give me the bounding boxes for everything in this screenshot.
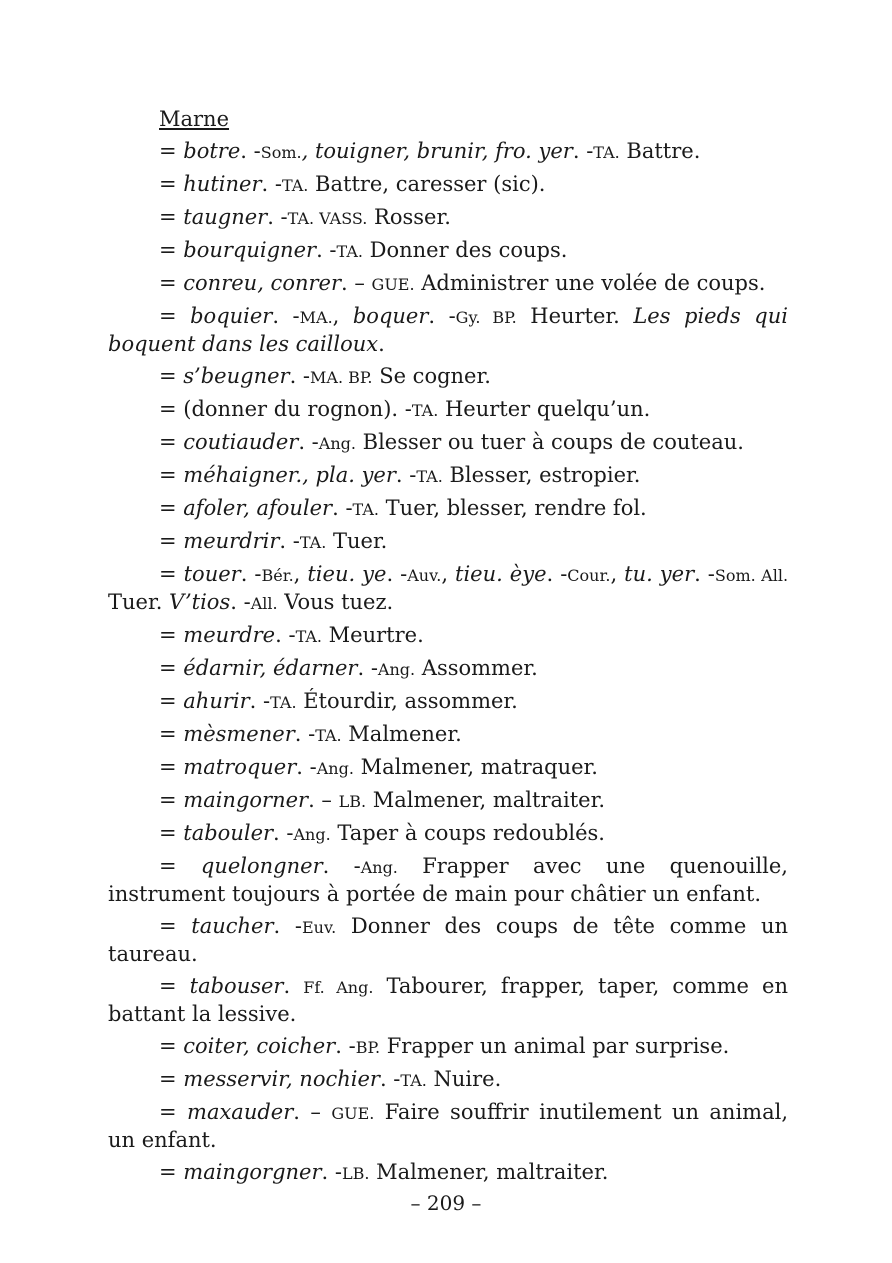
entry-term: maingorgner — [183, 1160, 322, 1184]
entry-text: = — [159, 974, 190, 998]
entry-list — [108, 133, 788, 1187]
entry-text: . - — [267, 205, 288, 229]
entry-text: Rosser. — [367, 205, 451, 229]
entry-text: = — [159, 271, 184, 295]
entry-source: LB. — [338, 792, 367, 811]
entry-term: tabouser — [189, 974, 284, 998]
entry-term: botre — [183, 139, 241, 163]
dictionary-entry — [108, 716, 788, 749]
entry-text: . - — [279, 529, 300, 553]
entry-text: . - — [694, 562, 715, 586]
entry-text: Donner des coups de tête comme un taureau. — [108, 914, 788, 966]
entry-term: taugner — [183, 205, 268, 229]
dictionary-entry — [108, 490, 788, 523]
entry-source: Auv. — [407, 566, 442, 585]
entry-text: . - — [272, 304, 300, 328]
entry-text: . - — [249, 689, 271, 713]
entry-term: conreu, conrer — [183, 271, 341, 295]
entry-text: = — [159, 623, 184, 647]
entry-term: meurdre — [183, 623, 276, 647]
dictionary-entry — [108, 908, 788, 968]
entry-source: Ang. — [318, 434, 356, 453]
dictionary-entry — [108, 968, 788, 1028]
entry-text: . - — [386, 562, 408, 586]
entry-source: Som. — [260, 143, 302, 162]
entry-term: meurdrir — [183, 529, 280, 553]
entry-term: V’tios — [169, 590, 231, 614]
dictionary-entry — [108, 815, 788, 848]
entry-source: Gy. BP. — [455, 308, 517, 327]
entry-text: . - — [273, 914, 302, 938]
entry-text: . - — [335, 1034, 356, 1058]
entry-text: . - — [322, 854, 361, 878]
entry-text: . - — [395, 463, 417, 487]
entry-text: = — [159, 430, 184, 454]
entry-source: BP. — [355, 1038, 381, 1057]
entry-text: Malmener. — [341, 722, 462, 746]
entry-term: s’beugner — [183, 364, 290, 388]
entry-term: messervir, nochier — [183, 1067, 380, 1091]
entry-text: . - — [546, 562, 568, 586]
dictionary-entry — [108, 848, 788, 908]
entry-term: tu. yer — [624, 562, 695, 586]
entry-text: Frapper avec une quenouille, instrument toujours à portée de main pour châtier un enfant. — [108, 854, 788, 906]
page-body — [108, 106, 788, 1187]
entry-source: TA. — [299, 533, 327, 552]
entry-term: maingorner — [183, 788, 309, 812]
dictionary-entry — [108, 133, 788, 166]
entry-text: = — [159, 722, 184, 746]
entry-term: tieu. èye — [455, 562, 547, 586]
entry-source: MA. — [299, 308, 333, 327]
dictionary-entry — [108, 1061, 788, 1094]
entry-text: . – — [293, 1100, 332, 1124]
entry-term: bourquigner — [183, 238, 317, 262]
entry-text: Faire souffrir inutilement un animal, un enfant. — [108, 1100, 789, 1152]
entry-source: GUE. — [331, 1104, 375, 1123]
entry-source: Ang. — [316, 759, 354, 778]
entry-text: . - — [289, 364, 311, 388]
entry-text: . - — [240, 562, 262, 586]
entry-term: touer — [183, 562, 241, 586]
entry-term: ahurir — [183, 689, 250, 713]
entry-text: Tuer. — [108, 590, 170, 614]
dictionary-entry — [108, 457, 788, 490]
entry-text: Nuire. — [426, 1067, 502, 1091]
dictionary-entry — [108, 265, 788, 298]
entry-source: TA. — [352, 500, 379, 519]
entry-text: , — [332, 304, 353, 328]
entry-source: All. — [250, 594, 278, 613]
entry-text: = — [159, 854, 201, 878]
entry-text: Malmener, matraquer. — [353, 755, 598, 779]
entry-term: tabouler — [183, 821, 274, 845]
entry-text: Battre, caresser (sic). — [308, 172, 546, 196]
entry-term: édarnir, édarner — [183, 656, 358, 680]
entry-text: = — [159, 304, 191, 328]
entry-term: coiter, coicher — [183, 1034, 336, 1058]
dictionary-entry — [108, 1028, 788, 1061]
entry-text: = — [159, 689, 184, 713]
entry-text: . – — [341, 271, 372, 295]
entry-source: TA. — [336, 242, 363, 261]
entry-source: TA. — [400, 1071, 427, 1090]
entry-text: . - — [275, 623, 296, 647]
entry-text: Malmener, maltraiter. — [366, 788, 606, 812]
entry-source: TA. — [411, 401, 439, 420]
entry-source: TA. — [315, 726, 342, 745]
entry-text: Tuer. — [326, 529, 388, 553]
entry-term: matroquer — [183, 755, 297, 779]
entry-text: . — [283, 974, 304, 998]
dictionary-entry — [108, 683, 788, 716]
entry-text: = — [159, 1160, 184, 1184]
entry-text: Blesser, estropier. — [442, 463, 641, 487]
entry-source: Ang. — [360, 858, 398, 877]
entry-text: . - — [316, 238, 337, 262]
entry-text: = — [159, 172, 184, 196]
entry-text: Malmener, maltraiter. — [369, 1160, 609, 1184]
section-heading: Marne — [159, 107, 230, 131]
entry-term: tieu. ye — [307, 562, 387, 586]
entry-text: . — [378, 332, 385, 356]
entry-text: = — [159, 139, 184, 163]
entry-text: . - — [230, 590, 251, 614]
entry-source: Euv. — [301, 918, 337, 937]
entry-text: . - — [298, 430, 319, 454]
entry-text: = — [159, 205, 184, 229]
entry-term: maxauder — [187, 1100, 294, 1124]
dictionary-entry — [108, 749, 788, 782]
entry-text: , — [441, 562, 455, 586]
entry-source: TA. — [281, 176, 309, 195]
dictionary-entry — [108, 298, 788, 358]
dictionary-entry — [108, 232, 788, 265]
entry-text: = — [159, 529, 184, 553]
entry-text: Meurtre. — [322, 623, 424, 647]
entry-text: Heurter quelqu’un. — [438, 397, 651, 421]
dictionary-entry — [108, 1154, 788, 1187]
entry-term: boquer — [352, 304, 429, 328]
entry-text: Vous tuez. — [277, 590, 394, 614]
entry-source: TA. — [270, 693, 297, 712]
entry-text: Blesser ou tuer à coups de couteau. — [355, 430, 744, 454]
entry-text: Battre. — [619, 139, 701, 163]
entry-text: . - — [261, 172, 282, 196]
entry-text: = — [159, 821, 184, 845]
entry-text: = (donner du rognon). - — [159, 397, 412, 421]
entry-source: Bér. — [261, 566, 294, 585]
dictionary-entry — [108, 556, 788, 617]
entry-text: . - — [332, 496, 353, 520]
entry-text: = — [159, 463, 184, 487]
entry-text: = — [159, 1100, 188, 1124]
entry-text: = — [159, 562, 184, 586]
dictionary-entry — [108, 523, 788, 556]
entry-source: TA. — [593, 143, 620, 162]
entry-text: Heurter. — [516, 304, 634, 328]
entry-text: , — [293, 562, 308, 586]
entry-source: Ang. — [293, 825, 331, 844]
entry-source: TA. — [295, 627, 322, 646]
entry-text: Étourdir, assommer. — [296, 689, 518, 713]
entry-source: Ang. — [377, 660, 416, 679]
entry-text: Tabourer, frapper, taper, comme en battant la lessive. — [108, 974, 788, 1026]
entry-term: coutiauder — [183, 430, 299, 454]
entry-text: = — [159, 788, 184, 812]
entry-source: LB. — [341, 1164, 370, 1183]
entry-text: Se cogner. — [372, 364, 491, 388]
entry-text: , — [610, 562, 625, 586]
entry-term: méhaigner., pla. yer — [183, 463, 396, 487]
entry-source: GUE. — [371, 275, 415, 294]
entry-term: Les pieds qui boquent dans les cailloux — [108, 304, 788, 356]
entry-text: = — [159, 238, 184, 262]
entry-text: = — [159, 914, 192, 938]
entry-text: Donner des coups. — [362, 238, 568, 262]
dictionary-entry — [108, 617, 788, 650]
entry-text: . - — [321, 1160, 342, 1184]
entry-text: Assommer. — [415, 656, 538, 680]
dictionary-entry — [108, 166, 788, 199]
entry-text: . - — [273, 821, 294, 845]
dictionary-entry — [108, 199, 788, 232]
entry-text: = — [159, 656, 184, 680]
entry-source: Ff. Ang. — [303, 978, 374, 997]
entry-text: Frapper un animal par surprise. — [380, 1034, 730, 1058]
entry-text: . – — [308, 788, 339, 812]
entry-text: . - — [379, 1067, 401, 1091]
entry-text: = — [159, 755, 184, 779]
entry-text: . - — [240, 139, 261, 163]
dictionary-entry — [108, 391, 788, 424]
entry-term: quelongner — [200, 854, 323, 878]
dictionary-entry — [108, 650, 788, 683]
entry-text: . - — [357, 656, 378, 680]
dictionary-entry — [108, 782, 788, 815]
entry-text: Taper à coups redoublés. — [330, 821, 605, 845]
page-number: – 209 – — [410, 1191, 482, 1215]
dictionary-entry — [108, 358, 788, 391]
entry-text: Administrer une volée de coups. — [414, 271, 766, 295]
entry-text: = — [159, 1034, 184, 1058]
entry-text: . - — [572, 139, 594, 163]
entry-term: boquier — [190, 304, 273, 328]
entry-source: TA. VASS. — [287, 209, 368, 228]
entry-source: TA. — [416, 467, 443, 486]
entry-term: taucher — [191, 914, 274, 938]
entry-source: MA. BP. — [310, 368, 373, 387]
entry-source: Som. All. — [714, 566, 789, 585]
entry-text: . - — [296, 755, 317, 779]
entry-term: afoler, afouler — [183, 496, 333, 520]
entry-term: hutiner — [183, 172, 262, 196]
entry-term: , touigner, brunir, fro. yer — [301, 139, 573, 163]
dictionary-entry — [108, 424, 788, 457]
dictionary-entry — [108, 1094, 788, 1154]
entry-term: mèsmener — [183, 722, 295, 746]
entry-text: = — [159, 1067, 184, 1091]
entry-source: Cour. — [567, 566, 611, 585]
entry-text: . - — [294, 722, 316, 746]
entry-text: . - — [428, 304, 456, 328]
entry-text: Tuer, blesser, rendre fol. — [378, 496, 647, 520]
entry-text: = — [159, 496, 184, 520]
entry-text: = — [159, 364, 184, 388]
